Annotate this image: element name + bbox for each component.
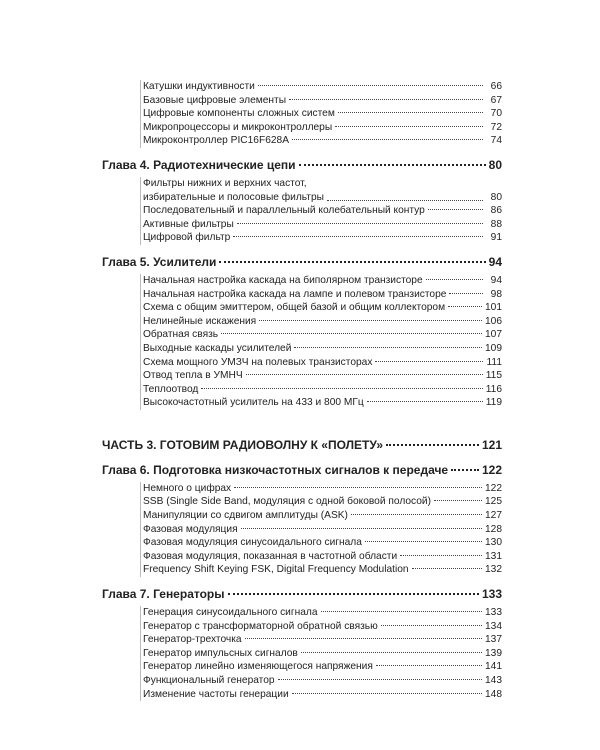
dot-leader — [233, 236, 483, 237]
entry-title: Активные фильтры — [143, 218, 234, 230]
entry-page: 148 — [485, 688, 502, 700]
entry-title: Цифровой фильтр — [143, 232, 231, 244]
dot-leader — [367, 401, 483, 402]
entry-title: Схема с общим эмиттером, общей базой и общим коллектором — [143, 302, 446, 314]
entry-page: 66 — [490, 81, 502, 92]
toc-entry[interactable] — [141, 633, 502, 647]
entry-title: Обратная связь — [143, 329, 219, 341]
toc-entry[interactable] — [141, 121, 502, 135]
toc-entry[interactable] — [141, 550, 502, 564]
dot-leader — [301, 652, 482, 653]
entry-page: 125 — [485, 496, 502, 508]
dot-leader — [365, 541, 482, 542]
toc-entry[interactable] — [141, 495, 502, 509]
entry-title: Последовательный и параллельный колебательный контур — [143, 205, 425, 217]
entry-title: Фазовая модуляция, показанная в частотной области — [143, 550, 398, 562]
dot-leader — [234, 487, 482, 488]
dot-leader — [381, 625, 482, 626]
toc-entry[interactable] — [141, 660, 502, 674]
toc-entry[interactable] — [141, 674, 502, 688]
dot-leader — [259, 320, 482, 321]
chapter4-entries — [140, 177, 502, 245]
dot-leader — [221, 333, 482, 334]
entry-title: Генератор-трехточка — [143, 634, 242, 646]
toc-entry[interactable] — [141, 482, 502, 496]
entry-page: 111 — [486, 356, 502, 368]
toc-entry[interactable] — [141, 288, 502, 302]
toc-entry[interactable] — [141, 231, 502, 245]
dot-leader — [245, 638, 482, 639]
dot-leader — [426, 279, 483, 280]
dot-leader — [434, 500, 482, 501]
entry-title: Начальная настройка каскада на лампе и полевом транзисторе — [143, 288, 447, 300]
dot-leader — [321, 611, 483, 612]
chapter3-entries — [140, 80, 502, 148]
toc-entry[interactable] — [141, 274, 502, 288]
entry-page: 101 — [485, 302, 502, 314]
dot-leader — [400, 555, 482, 556]
dot-leader — [351, 514, 482, 515]
chapter-heading[interactable] — [102, 586, 502, 602]
dot-leader — [386, 444, 479, 446]
entry-title: Немного о цифрах — [143, 482, 232, 494]
toc-entry[interactable] — [141, 523, 502, 537]
entry-page: 133 — [485, 607, 502, 619]
entry-page: 80 — [490, 191, 502, 203]
entry-title: Генератор с трансформаторной обратной связью — [143, 620, 378, 632]
entry-page: 116 — [485, 383, 502, 395]
chapter-page: 133 — [481, 587, 502, 602]
table-of-contents — [102, 80, 502, 701]
entry-title-line: избирательные и полосовые фильтры — [143, 191, 324, 203]
part-page: 121 — [481, 437, 502, 452]
entry-page: 132 — [485, 564, 502, 576]
entry-title: Микропроцессоры и микроконтроллеры — [143, 121, 333, 133]
toc-entry[interactable] — [141, 396, 502, 410]
dot-leader — [289, 99, 483, 100]
entry-title: SSB (Single Side Band, модуляция с одной боковой полосой) — [143, 496, 432, 508]
entry-title: Генерация синусоидального сигнала — [143, 607, 318, 619]
toc-entry[interactable] — [141, 536, 502, 550]
entry-title: Фазовая модуляция синусоидального сигнала — [143, 537, 362, 549]
dot-leader — [258, 85, 483, 86]
entry-page: 139 — [485, 647, 502, 659]
entry-title: Манипуляции со сдвигом амплитуды (ASK) — [143, 510, 348, 522]
toc-entry[interactable] — [141, 369, 502, 383]
entry-page: 74 — [490, 135, 502, 147]
part-title: ЧАСТЬ 3. ГОТОВИМ РАДИОВОЛНУ К «ПОЛЕТУ» — [102, 437, 384, 452]
chapter-heading[interactable] — [102, 254, 502, 270]
entry-page: 67 — [490, 94, 502, 106]
toc-entry[interactable] — [141, 107, 502, 121]
entry-title: Теплоотвод — [143, 383, 199, 395]
dot-leader — [241, 528, 482, 529]
entry-title: Высокочастотный усилитель на 433 и 800 МГц — [143, 397, 364, 409]
entry-title: Начальная настройка каскада на биполярном транзисторе — [143, 274, 423, 286]
chapter-page: 80 — [488, 157, 502, 172]
entry-page: 70 — [490, 108, 502, 120]
entry-title-line: Фильтры нижних и верхних частот, — [143, 177, 307, 189]
dot-leader — [292, 139, 483, 140]
entry-title: Функциональный генератор — [143, 675, 275, 686]
dot-leader — [219, 261, 485, 263]
dot-leader — [246, 374, 483, 375]
toc-entry[interactable] — [141, 315, 502, 329]
entry-title: Генератор импульсных сигналов — [143, 647, 298, 659]
entry-title: Отвод тепла в УМНЧ — [143, 370, 243, 382]
toc-entry[interactable] — [141, 606, 502, 620]
dot-leader — [428, 209, 483, 210]
toc-entry[interactable] — [141, 94, 502, 108]
entry-page: 94 — [490, 274, 502, 286]
toc-entry[interactable] — [141, 218, 502, 232]
entry-page: 134 — [485, 620, 502, 632]
entry-title — [143, 177, 324, 204]
chapter-page: 94 — [488, 254, 502, 269]
toc-entry[interactable] — [141, 204, 502, 218]
toc-entry[interactable] — [141, 688, 502, 702]
entry-page: 143 — [485, 675, 502, 686]
entry-page: 130 — [485, 537, 502, 549]
toc-entry[interactable] — [141, 647, 502, 661]
entry-page: 131 — [485, 550, 502, 562]
entry-page: 88 — [490, 218, 502, 230]
entry-page: 127 — [485, 510, 502, 522]
dot-leader — [292, 693, 482, 694]
entry-page: 72 — [490, 121, 502, 133]
part-heading[interactable] — [102, 437, 502, 453]
toc-entry[interactable] — [141, 356, 502, 370]
toc-entry[interactable] — [141, 383, 502, 397]
toc-entry[interactable] — [141, 342, 502, 356]
dot-leader — [327, 200, 483, 201]
dot-leader — [335, 126, 483, 127]
entry-page: 109 — [485, 342, 502, 354]
entry-title: Схема мощного УМЗЧ на полевых транзисторах — [143, 356, 373, 368]
entry-title: Изменение частоты генерации — [143, 688, 289, 700]
toc-entry[interactable] — [141, 134, 502, 148]
toc-entry[interactable] — [141, 563, 502, 577]
entry-page: 86 — [490, 205, 502, 217]
dot-leader — [278, 679, 482, 680]
entry-page: 91 — [490, 232, 502, 244]
entry-page: 137 — [485, 634, 502, 646]
chapter-heading[interactable] — [102, 157, 502, 173]
dot-leader — [451, 469, 479, 471]
entry-page: 98 — [490, 288, 502, 300]
chapter-title: Глава 7. Генераторы — [102, 587, 225, 602]
chapter-title: Глава 4. Радиотехнические цепи — [102, 157, 296, 172]
dot-leader — [237, 223, 483, 224]
entry-title: Микроконтроллер PIC16F628A — [143, 135, 289, 147]
chapter7-entries — [140, 606, 502, 701]
entry-page: 107 — [485, 329, 502, 341]
chapter-title: Глава 6. Подготовка низкочастотных сигналов к передаче — [102, 462, 449, 477]
dot-leader — [294, 347, 482, 348]
entry-page: 106 — [485, 315, 502, 327]
entry-title: Генератор линейно изменяющегося напряжения — [143, 661, 373, 673]
dot-leader — [448, 306, 482, 307]
dot-leader — [375, 361, 483, 362]
entry-title: Frequency Shift Keying FSK, Digital Frequency Modulation — [143, 564, 409, 576]
dot-leader — [376, 665, 482, 666]
dot-leader — [201, 388, 482, 389]
chapter-heading[interactable] — [102, 462, 502, 478]
entry-page: 141 — [485, 661, 502, 673]
entry-title: Нелинейные искажения — [143, 315, 257, 327]
dot-leader — [228, 593, 479, 595]
toc-entry[interactable] — [141, 328, 502, 342]
chapter6-entries — [140, 482, 502, 577]
dot-leader — [338, 112, 483, 113]
chapter-page: 122 — [481, 462, 502, 477]
entry-page: 122 — [485, 482, 502, 494]
entry-page: 119 — [485, 397, 502, 409]
dot-leader — [449, 293, 483, 294]
toc-entry[interactable] — [141, 509, 502, 523]
chapter5-entries — [140, 274, 502, 410]
entry-page: 128 — [485, 523, 502, 535]
toc-entry[interactable] — [141, 80, 502, 94]
entry-title: Выходные каскады усилителей — [143, 342, 292, 354]
entry-page: 115 — [485, 370, 502, 382]
chapter-title: Глава 5. Усилители — [102, 254, 217, 269]
entry-title: Катушки индуктивности — [143, 81, 255, 92]
dot-leader — [412, 568, 482, 569]
entry-title: Фазовая модуляция — [143, 523, 238, 535]
entry-title: Цифровые компоненты сложных систем — [143, 108, 335, 120]
toc-entry[interactable] — [141, 177, 502, 204]
dot-leader — [299, 164, 486, 166]
toc-entry[interactable] — [141, 301, 502, 315]
toc-entry[interactable] — [141, 620, 502, 634]
entry-title: Базовые цифровые элементы — [143, 94, 287, 106]
